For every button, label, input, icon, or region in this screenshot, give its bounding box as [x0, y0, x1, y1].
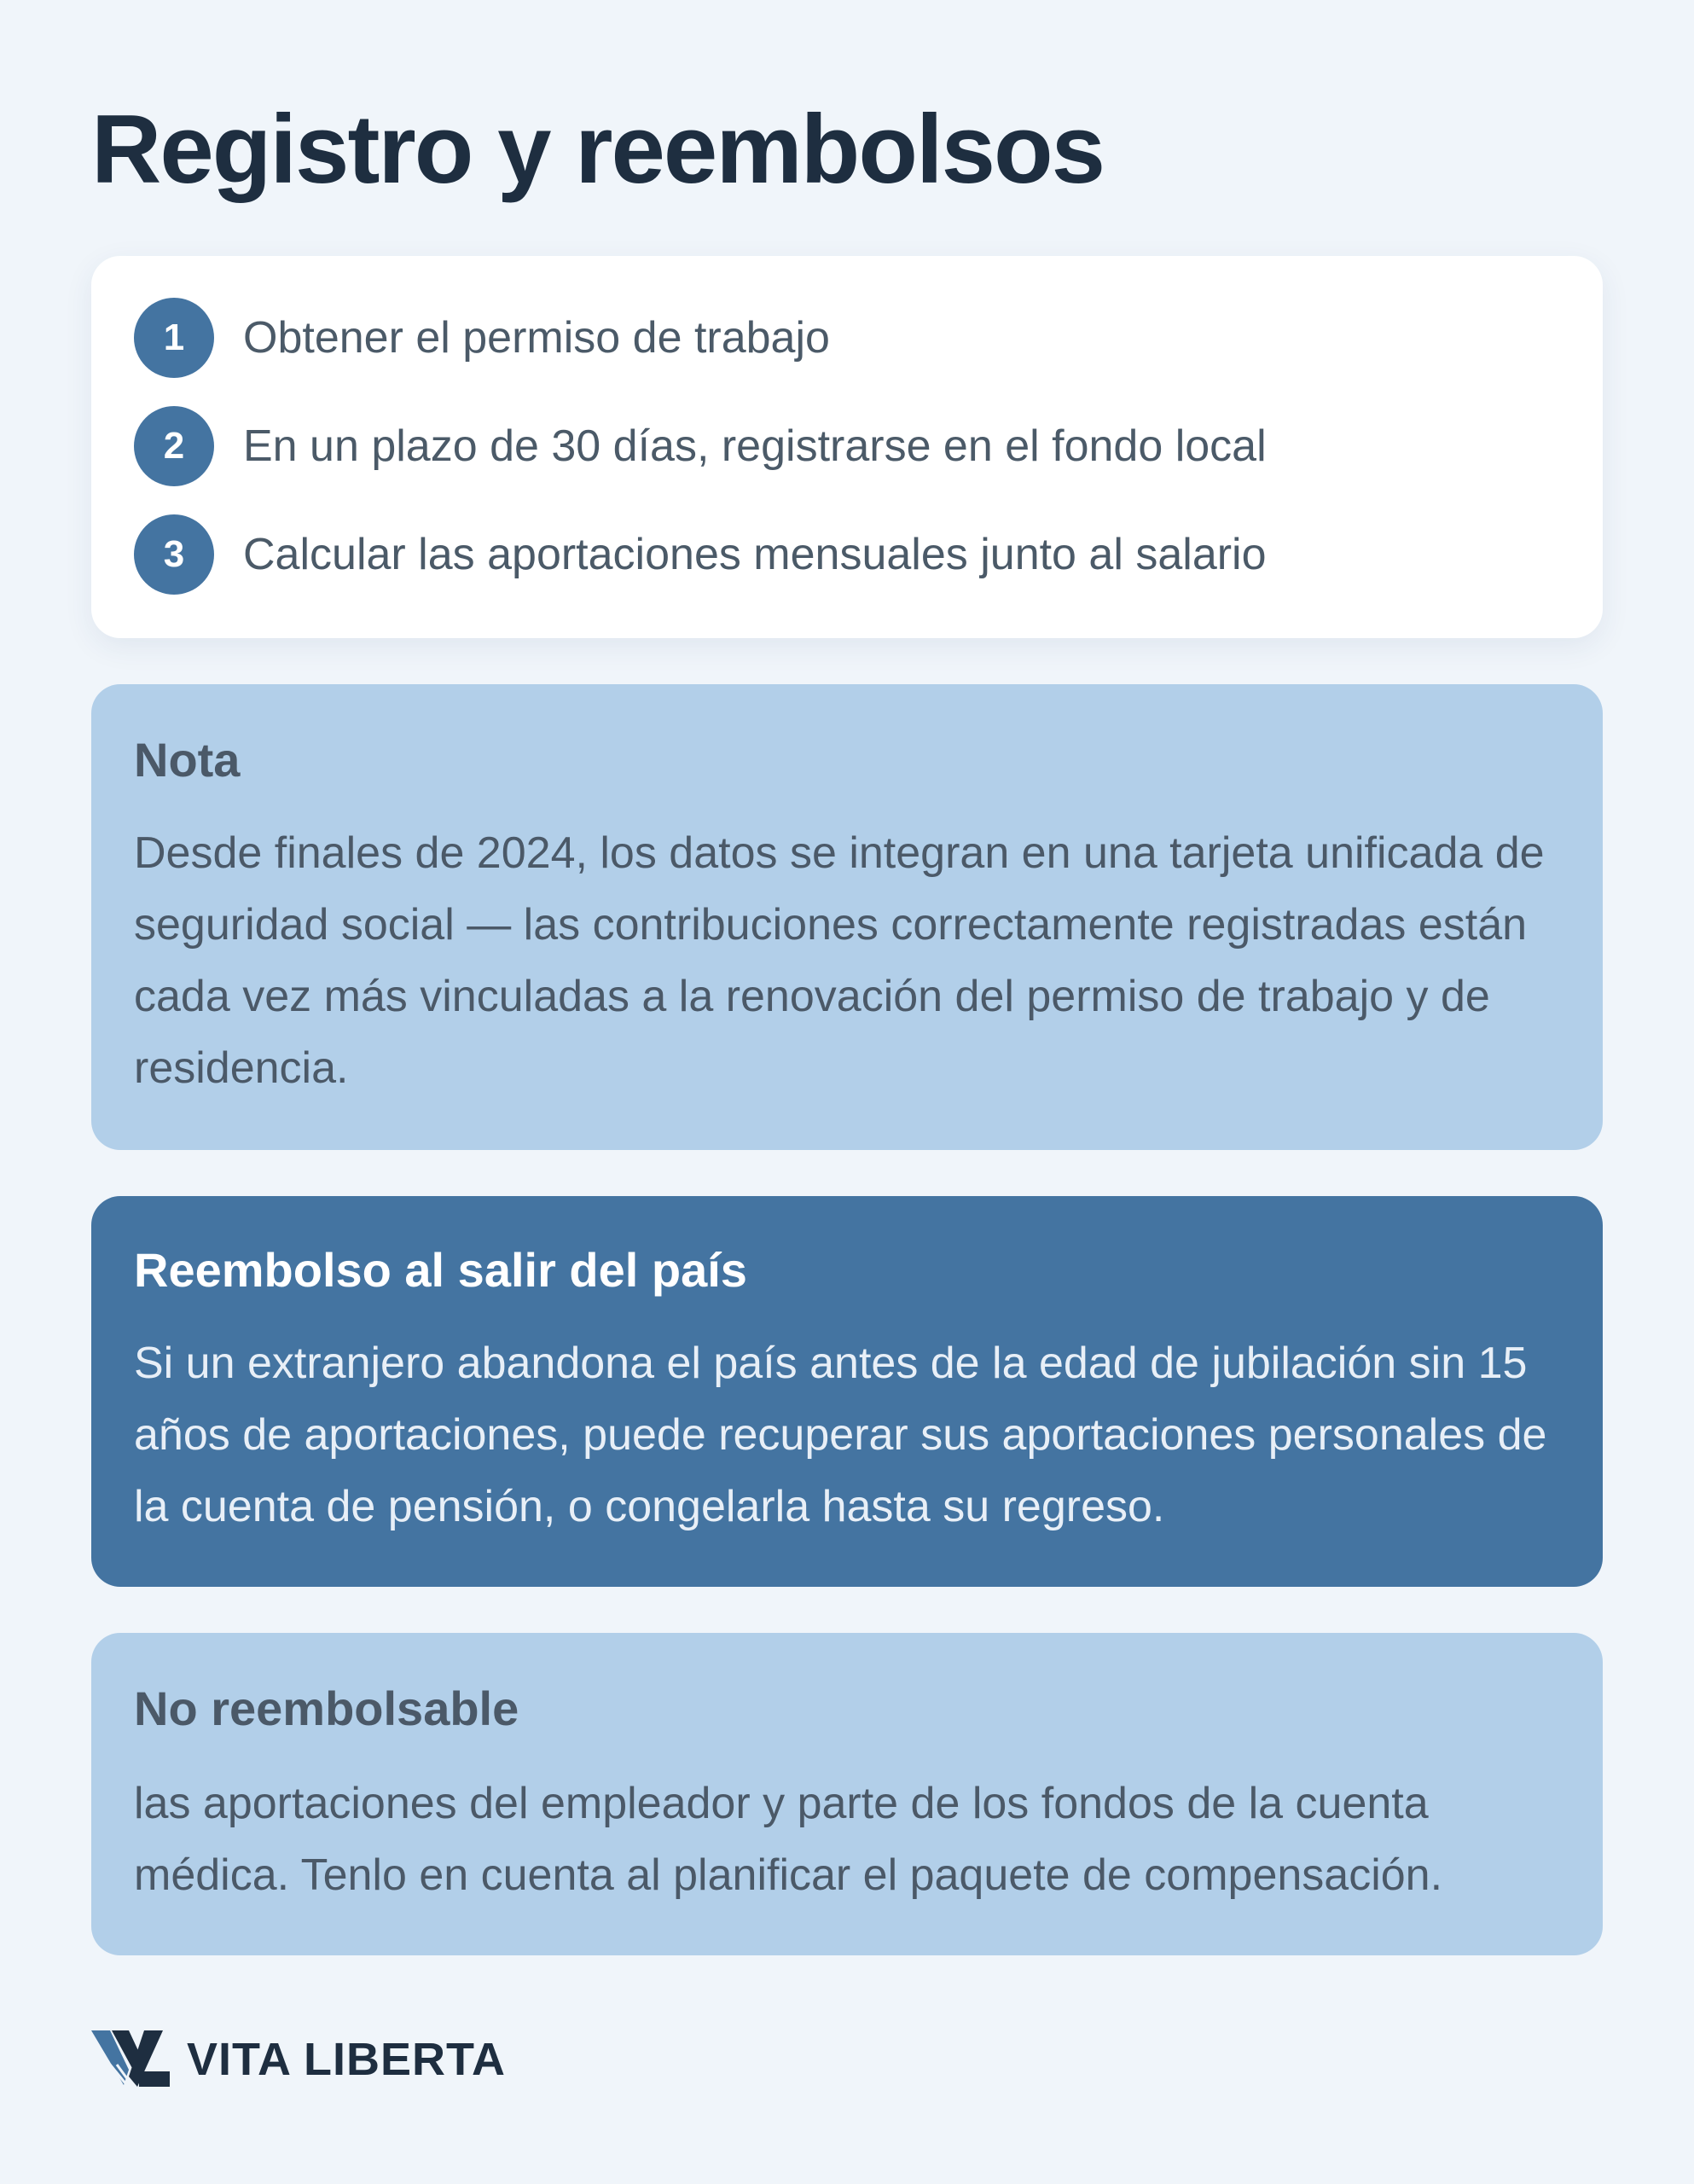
step-item — [134, 298, 830, 378]
refund-card — [91, 1196, 1603, 1587]
page-title: Registro y reembolsos — [91, 96, 1105, 204]
non-refundable-heading: No reembolsable — [134, 1682, 519, 1735]
non-refundable-card — [91, 1633, 1603, 1955]
steps-card — [91, 256, 1603, 638]
non-refundable-body: las aportaciones del empleador y parte de los fondos de la cuenta médica. Tenlo en cuenta al planificar el paquete de compensación. — [134, 1779, 1443, 1900]
refund-heading: Reembolso al salir del país — [134, 1243, 747, 1297]
refund-body: Si un extranjero abandona el país antes de la edad de jubilación sin 15 años de aportaciones, puede recuperar sus aportaciones personales de la cuenta de pensión, o congelarla hasta su regreso. — [134, 1339, 1547, 1531]
step-text: Obtener el permiso de trabajo — [243, 313, 830, 363]
brand-name: VITA LIBERTA — [187, 2034, 506, 2085]
step-number-badge: 3 — [134, 514, 214, 595]
step-text: En un plazo de 30 días, registrarse en el fondo local — [243, 421, 1267, 471]
step-item — [134, 406, 1267, 486]
step-number-badge: 2 — [134, 406, 214, 486]
note-card — [91, 684, 1603, 1150]
step-number-badge: 1 — [134, 298, 214, 378]
brand-logo-icon — [91, 2030, 170, 2088]
note-heading: Nota — [134, 733, 241, 787]
step-text: Calcular las aportaciones mensuales junto al salario — [243, 530, 1267, 579]
brand-logo — [91, 2030, 506, 2088]
note-body: Desde finales de 2024, los datos se integran en una tarjeta unificada de seguridad social — las contribuciones correctamente registradas están cada vez más vinculadas a la renovación del permiso de trabajo y de residencia. — [134, 828, 1545, 1093]
step-item — [134, 514, 1267, 595]
